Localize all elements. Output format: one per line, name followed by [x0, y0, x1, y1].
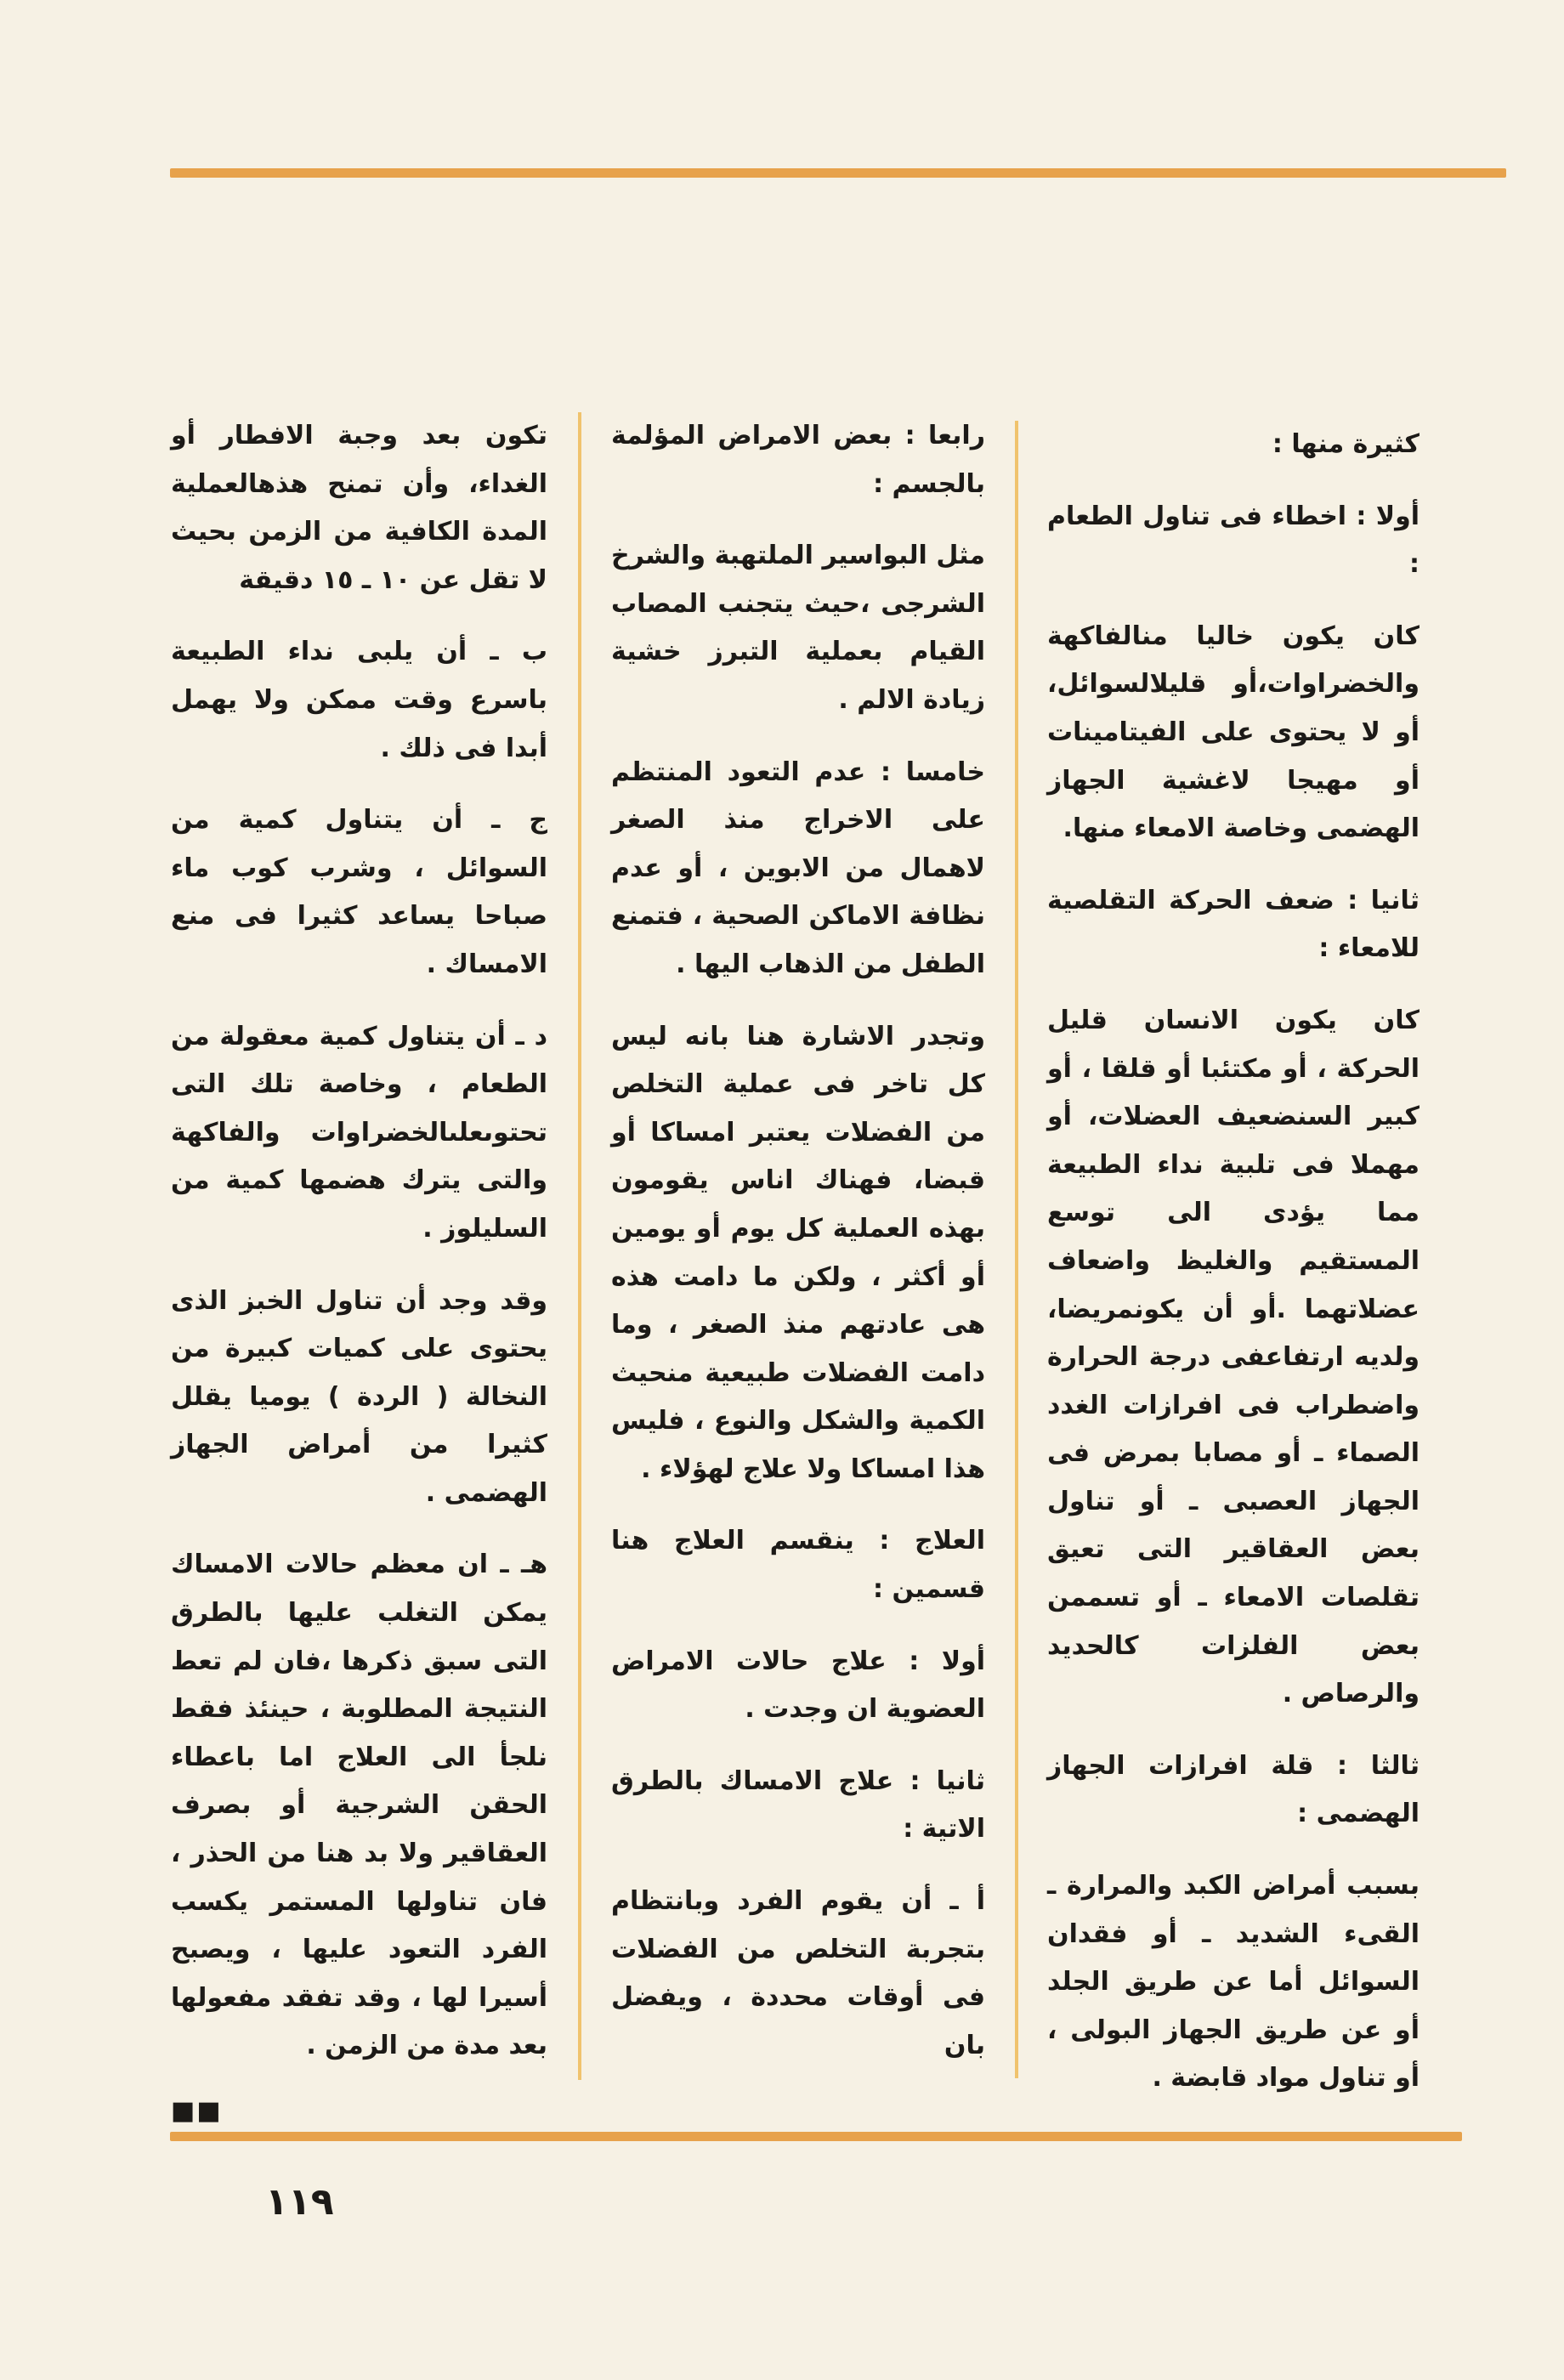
- paragraph: كثيرة منها :: [1272, 429, 1420, 459]
- paragraph: مثل البواسير الملتهبة والشرخ الشرجى ،حيث يتجنب المصاب القيام بعملية التبرز خشية زيادة الالم .: [611, 541, 985, 715]
- paragraph: ب ـ أن يلبى نداء الطبيعة باسرع وقت ممكن ولا يهمل أبدا فى ذلك .: [171, 637, 547, 763]
- paragraph: د ـ أن يتناول كمية معقولة من الطعام ، وخاصة تلك التى تحتوىعلىالخضراوات والفاكهة والتى يترك هضمها كمية من السليلوز .: [171, 1021, 547, 1244]
- paragraph: ج ـ أن يتناول كمية من السوائل ، وشرب كوب ماء صباحا يساعد كثيرا فى منع الامساك .: [171, 805, 547, 979]
- column-left: [171, 412, 547, 2136]
- paragraph: تكون بعد وجبة الافطار أو الغداء، وأن تمنح هذهالعملية المدة الكافية من الزمن بحيث لا تقل عن ١٠ ـ ١٥ دقيقة: [171, 421, 547, 595]
- column-middle: [611, 412, 985, 2094]
- paragraph: كان يكون خاليا منالفاكهة والخضراوات،أو قليلالسوائل، أو لا يحتوى على الفيتامينات أو مهيجا لاغشية الجهاز الهضمى وخاصة الامعاء منها.: [1047, 620, 1420, 844]
- paragraph: ثالثا : قلة افرازات الجهاز الهضمى :: [1047, 1750, 1420, 1829]
- paragraph: العلاج : ينقسم العلاج هنا قسمين :: [611, 1526, 985, 1605]
- column-right: [1047, 421, 1420, 2127]
- paragraph: كان يكون الانسان قليل الحركة ، أو مكتئبا أو قلقا ، أو كبير السنضعيف العضلات، أو مهملا فى تلبية نداء الطبيعة مما يؤدى الى توسع المستقيم والغليظ واضعاف عضلاتهما .أو أن يكونمريضا، ولديه ارتفاعفى درجة الحرارة واضطراب فى افرازات الغدد الصماء ـ أو مصابا بمرض فى الجهاز العصبى ـ أو تناول بعض العقاقير التى تعيق تقلصات الامعاء ـ أو تسممن بعض الفلزات كالحديد والرصاص .: [1047, 1005, 1420, 1709]
- paragraph: أولا : اخطاء فى تناول الطعام :: [1047, 501, 1420, 580]
- end-of-article-mark: ■■: [171, 2096, 223, 2126]
- top-rule: [170, 168, 1506, 178]
- paragraph: بسبب أمراض الكبد والمرارة ـ القىء الشديد ـ أو فقدان السوائل أما عن طريق الجلد أو عن طريق الجهاز البولى ، أو تناول مواد قابضة .: [1047, 1871, 1420, 2094]
- paragraph: وتجدر الاشارة هنا بانه ليس كل تاخر فى عملية التخلص من الفضلات يعتبر امساكا أو قبضا، فهناك اناس يقومون بهذه العملية كل يوم أو يومين أو أكثر ، ولكن ما دامت هذه هى عادتهم منذ الصغر ، وما دامت الفضلات طبيعية منحيث الكمية والشكل والنوع ، فليس هذا امساكا ولا علاج لهؤلاء .: [611, 1021, 985, 1484]
- paragraph: وقد وجد أن تناول الخبز الذى يحتوى على كميات كبيرة من النخالة ( الردة ) يوميا يقلل كثيرا من أمراض الجهاز الهضمى .: [171, 1285, 547, 1508]
- paragraph: أ ـ أن يقوم الفرد وبانتظام بتجربة التخلص من الفضلات فى أوقات محددة ، ويفضل بان: [611, 1886, 985, 2060]
- column-divider: [578, 412, 581, 2080]
- paragraph: رابعا : بعض الامراض المؤلمة بالجسم :: [611, 421, 985, 499]
- paragraph: ثانيا : ضعف الحركة التقلصية للامعاء :: [1047, 885, 1420, 964]
- paragraph: خامسا : عدم التعود المنتظم على الاخراج منذ الصغر لاهمال من الابوين ، أو عدم نظافة الاماكن الصحية ، فتمنع الطفل من الذهاب اليها .: [611, 756, 985, 979]
- paragraph: هـ ـ ان معظم حالات الامساك يمكن التغلب عليها بالطرق التى سبق ذكرها ،فان لم تعط النتيجة المطلوبة ، حينئذ فقط نلجأ الى العلاج اما باعطاء الحقن الشرجية أو بصرف العقاقير ولا بد هنا من الحذر ، فان تناولها المستمر يكسب الفرد التعود عليها ، ويصبح أسيرا لها ، وقد تفقد مفعولها بعد مدة من الزمن .: [171, 1550, 547, 2061]
- bottom-rule: [170, 2132, 1462, 2141]
- paragraph: ثانيا : علاج الامساك بالطرق الاتية :: [611, 1765, 985, 1844]
- page-number: ١١٩: [265, 2180, 334, 2224]
- column-divider: [1015, 421, 1018, 2078]
- paragraph: أولا : علاج حالات الامراض العضوية ان وجدت .: [611, 1646, 985, 1725]
